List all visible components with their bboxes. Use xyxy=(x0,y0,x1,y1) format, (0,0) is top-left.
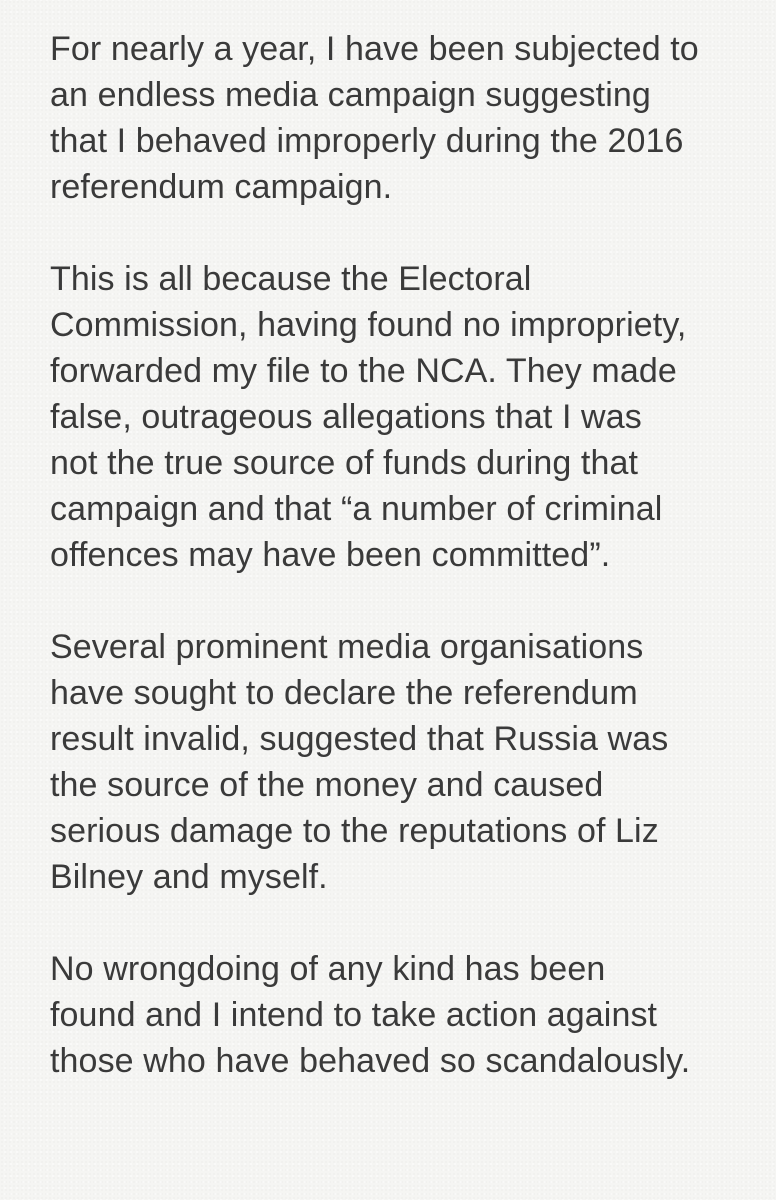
paragraph-spacer xyxy=(50,210,750,256)
paragraph-spacer xyxy=(50,578,750,624)
text-line: have sought to declare the referendum xyxy=(50,674,638,712)
text-line: Commission, having found no impropriety, xyxy=(50,306,687,344)
text-line: result invalid, suggested that Russia was xyxy=(50,720,669,758)
text-line: offences may have been committed”. xyxy=(50,536,611,574)
text-line: campaign and that “a number of criminal xyxy=(50,490,663,528)
text-line: Bilney and myself. xyxy=(50,858,328,896)
paragraph-spacer xyxy=(50,900,750,946)
text-line: referendum campaign. xyxy=(50,168,393,206)
text-line: the source of the money and caused xyxy=(50,766,604,804)
text-line: Several prominent media organisations xyxy=(50,628,644,666)
text-line: For nearly a year, I have been subjected to xyxy=(50,30,699,68)
text-line: forwarded my file to the NCA. They made xyxy=(50,352,677,390)
paragraph-4 xyxy=(50,946,750,1084)
text-line: not the true source of funds during that xyxy=(50,444,639,482)
note-document xyxy=(50,26,750,1084)
paragraph-3 xyxy=(50,624,750,900)
paragraph-2 xyxy=(50,256,750,578)
text-line: false, outrageous allegations that I was xyxy=(50,398,642,436)
text-line: This is all because the Electoral xyxy=(50,260,532,298)
text-line: No wrongdoing of any kind has been xyxy=(50,950,606,988)
text-line: an endless media campaign suggesting xyxy=(50,76,651,114)
paragraph-1 xyxy=(50,26,750,210)
text-line: found and I intend to take action against xyxy=(50,996,658,1034)
text-line: those who have behaved so scandalously. xyxy=(50,1042,691,1080)
text-line: that I behaved improperly during the 2016 xyxy=(50,122,684,160)
text-line: serious damage to the reputations of Liz xyxy=(50,812,659,850)
